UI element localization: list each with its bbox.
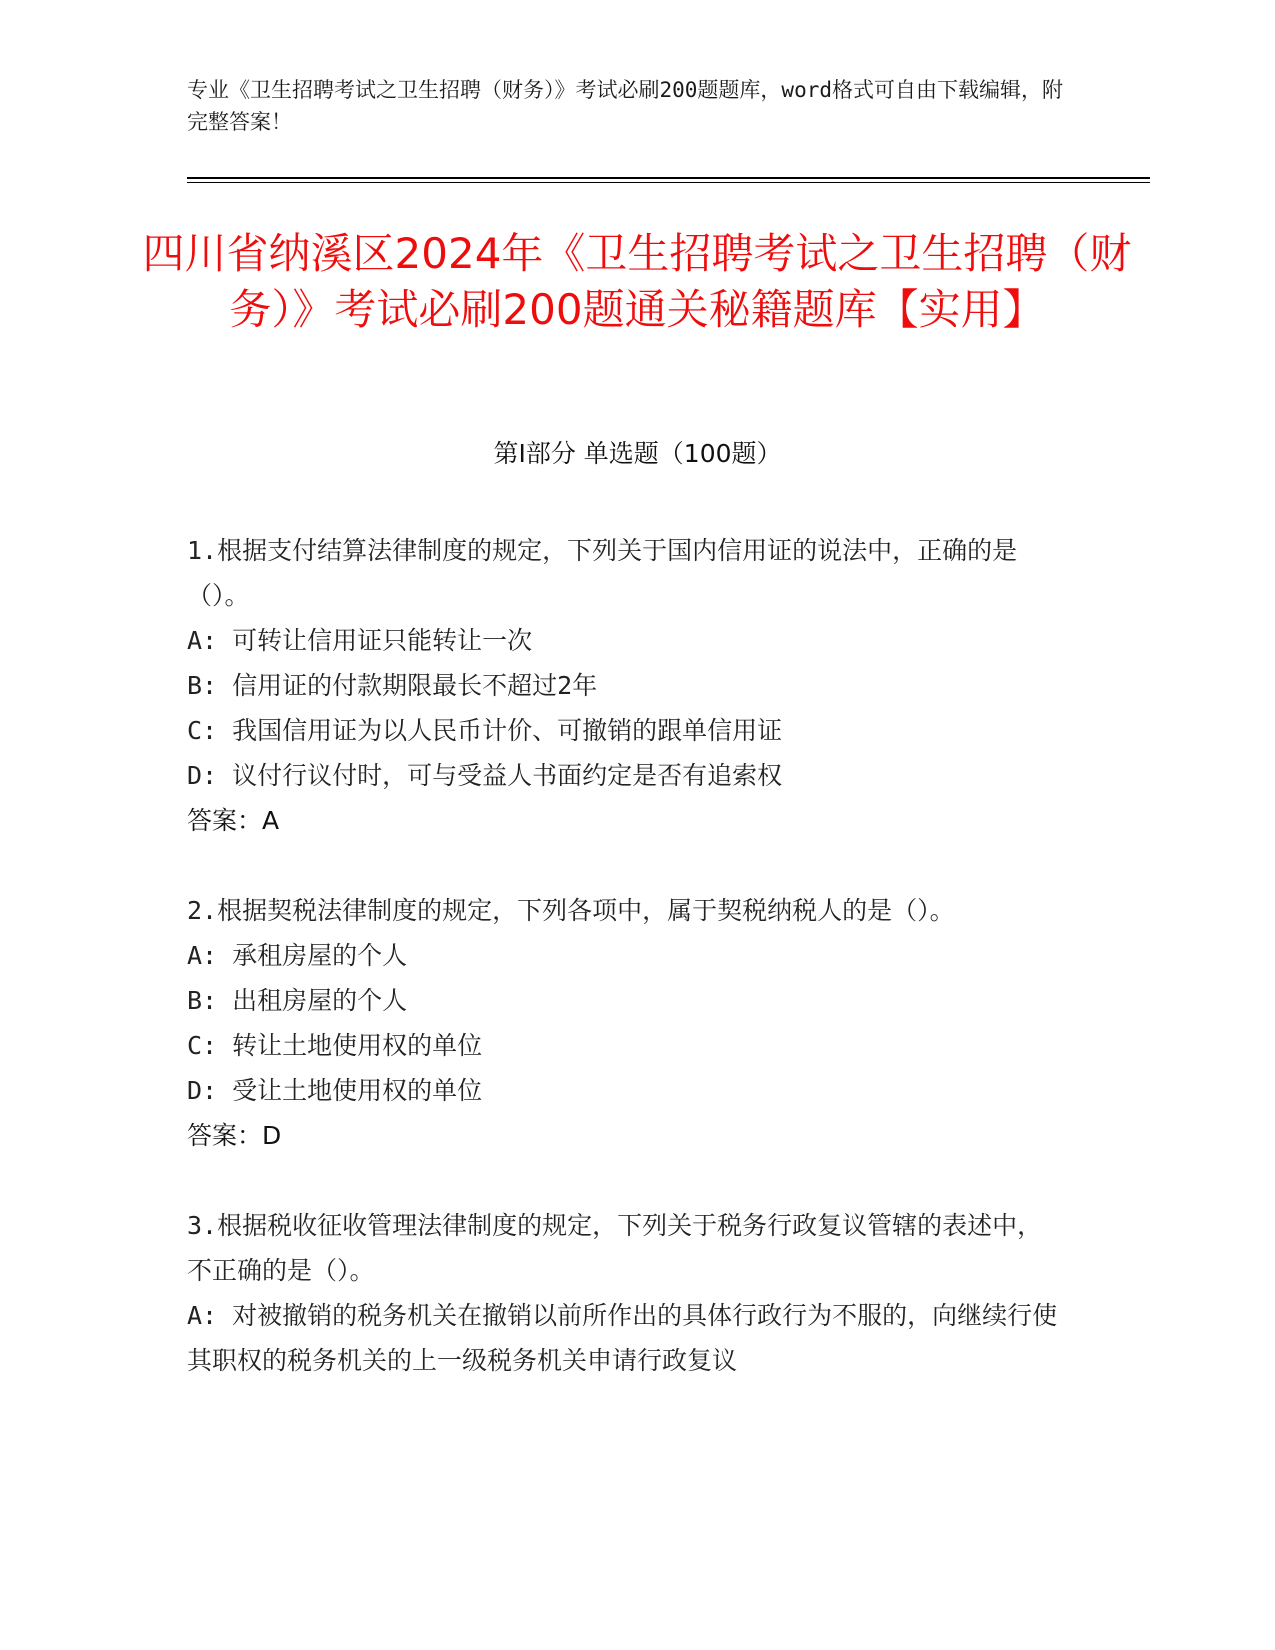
question-stem: 1.根据支付结算法律制度的规定，下列关于国内信用证的说法中，正确的是（）。 [187,536,1018,610]
option-c: C: 转让土地使用权的单位 [187,1031,483,1060]
question-list [187,528,1067,1428]
option-c: C: 我国信用证为以人民币计价、可撤销的跟单信用证 [187,716,783,745]
question-3 [187,1203,1067,1383]
option-a: A: 可转让信用证只能转让一次 [187,626,533,655]
option-d: D: 议付行议付时，可与受益人书面约定是否有追索权 [187,761,783,790]
option-b: B: 出租房屋的个人 [187,986,408,1015]
option-d: D: 受让土地使用权的单位 [187,1076,483,1105]
option-a: A: 承租房屋的个人 [187,941,408,970]
option-b: B: 信用证的付款期限最长不超过2年 [187,671,598,700]
question-1 [187,528,1067,843]
answer-label: 答案：D [187,1121,282,1150]
header-rule-thick [187,177,1150,179]
header-rule-thin [187,182,1150,183]
question-2 [187,888,1067,1158]
answer-label: 答案：A [187,806,280,835]
header-note: 专业《卫生招聘考试之卫生招聘（财务）》考试必刷200题题库，word格式可自由下载编辑，附完整答案！ [187,78,1063,134]
document-title: 四川省纳溪区2024年《卫生招聘考试之卫生招聘（财务）》考试必刷200题通关秘籍题库【实用】 [142,229,1132,334]
section-title: 第I部分 单选题（100题） [493,439,782,468]
question-stem: 3.根据税收征收管理法律制度的规定，下列关于税务行政复议管辖的表述中，不正确的是（）。 [187,1211,1043,1285]
option-a: A: 对被撤销的税务机关在撤销以前所作出的具体行政行为不服的，向继续行使其职权的税务机关的上一级税务机关申请行政复议 [187,1301,1058,1375]
question-stem: 2.根据契税法律制度的规定，下列各项中，属于契税纳税人的是（）。 [187,896,955,925]
